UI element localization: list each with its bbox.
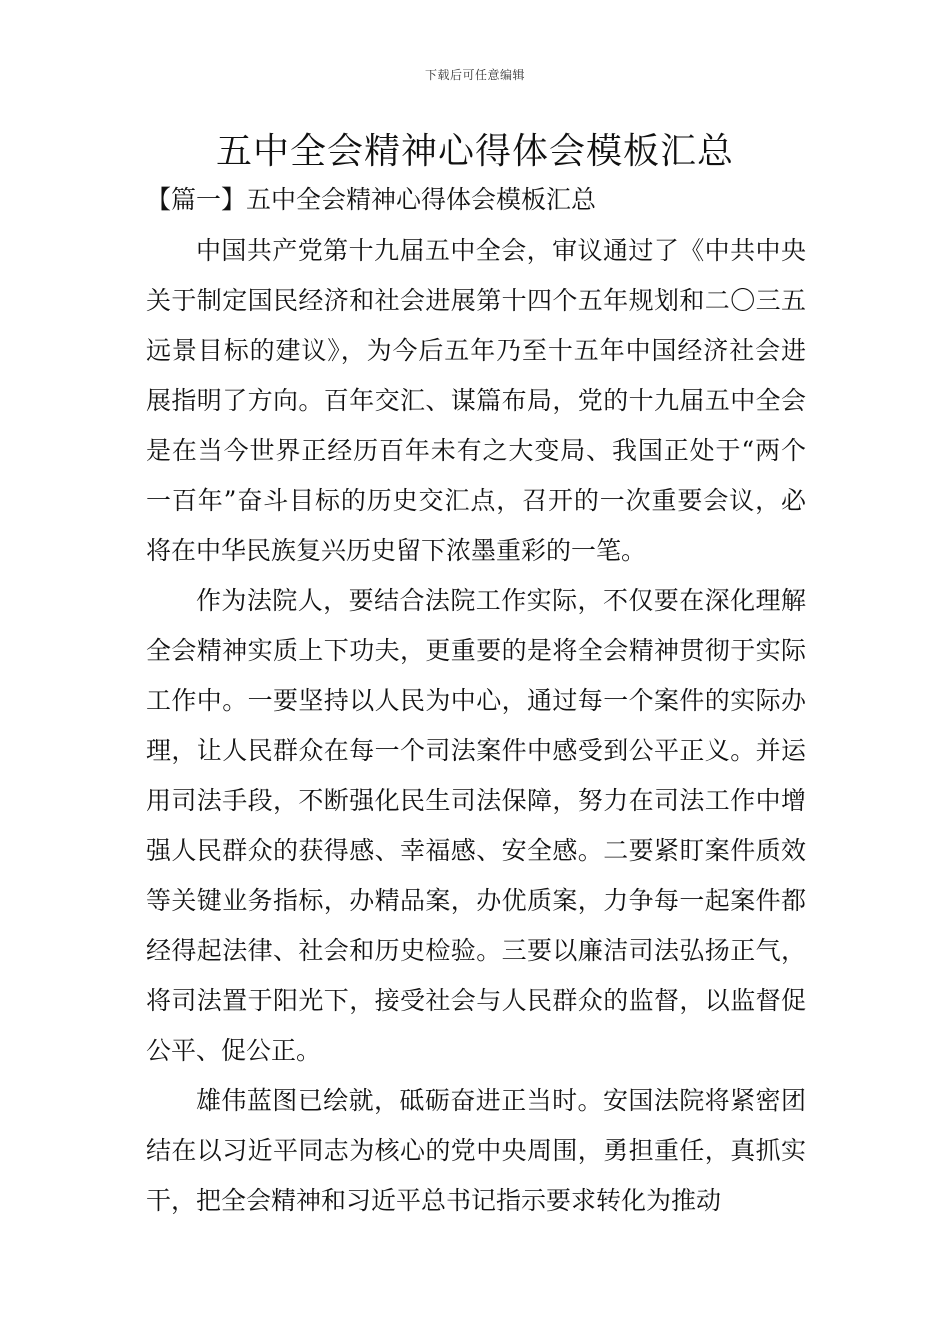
section-heading: 【篇一】五中全会精神心得体会模板汇总 [146,185,597,214]
paragraph-2: 作为法院人，要结合法院工作实际，不仅要在深化理解全会精神实质上下功夫，更重要的是将全会精神贯彻于实际工作中。一要坚持以人民为中心，通过每一个案件的实际办理，让人民群众在每一个司法案件中感受到公平正义。并运用司法手段，不断强化民生司法保障，努力在司法工作中增强人民群众的获得感、幸福感、安全感。二要紧盯案件质效等关键业务指标，办精品案，办优质案，力争每一起案件都经得起法律、社会和历史检验。三要以廉洁司法弘扬正气，将司法置于阳光下，接受社会与人民群众的监督，以监督促公平、促公正。 [146,586,806,1065]
paragraph-1: 中国共产党第十九届五中全会，审议通过了《中共中央关于制定国民经济和社会进展第十四个五年规划和二〇三五远景目标的建议》，为今后五年乃至十五年中国经济社会进展指明了方向。百年交汇、谋篇布局，党的十九届五中全会是在当今世界正经历百年未有之大变局、我国正处于“两个一百年”奋斗目标的历史交汇点，召开的一次重要会议，必将在中华民族复兴历史留下浓墨重彩的一笔。 [146,236,806,565]
paragraph-3: 雄伟蓝图已绘就，砥砺奋进正当时。安国法院将紧密团结在以习近平同志为核心的党中央周围，勇担重任，真抓实干，把全会精神和习近平总书记指示要求转化为推动 [146,1086,806,1215]
header-note: 下载后可任意编辑 [424,68,525,82]
document-title: 五中全会精神心得体会模板汇总 [215,131,734,172]
body-text [146,226,806,1226]
